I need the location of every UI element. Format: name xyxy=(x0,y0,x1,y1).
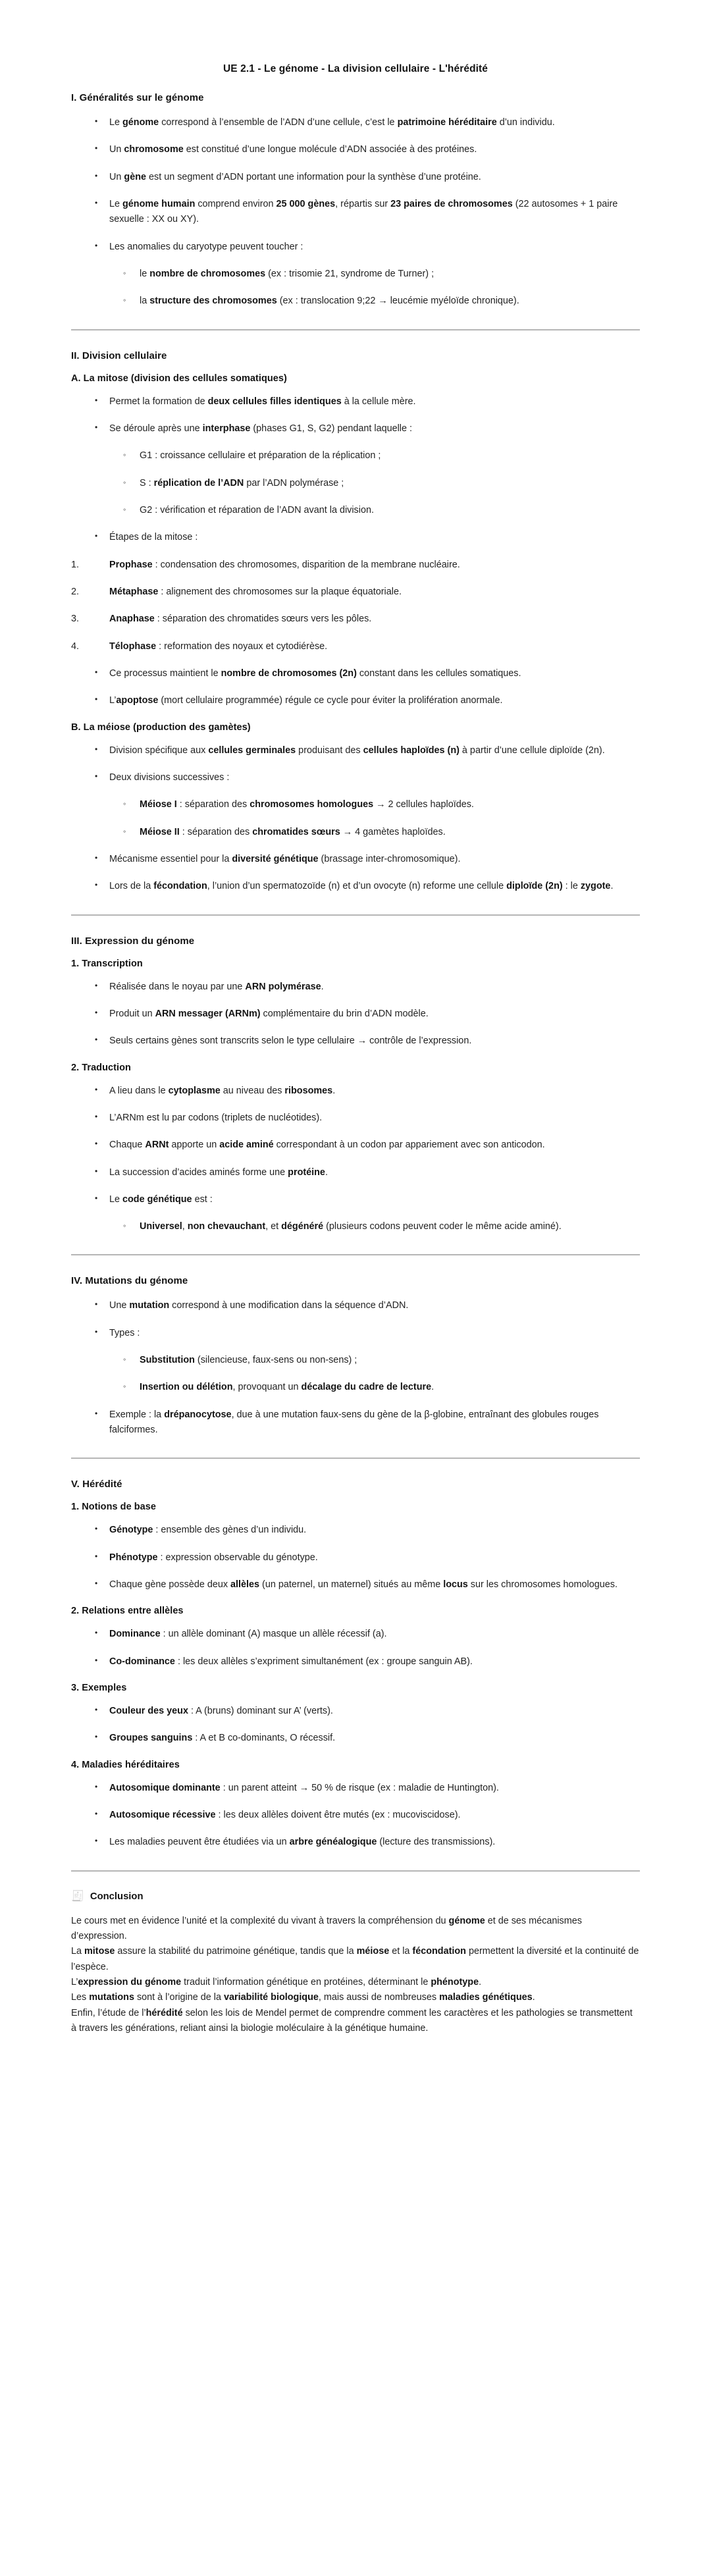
code-genetique-subbullets xyxy=(71,1219,640,1234)
section-heading-i: I. Généralités sur le génome xyxy=(71,92,204,103)
subsection-heading-relations: 2. Relations entre allèles xyxy=(71,1606,184,1617)
list-item: ◦ G1 : croissance cellulaire et préparation de la réplication ; xyxy=(71,448,640,463)
conclusion-paragraph: La mitose assure la stabilité du patrimoine génétique, tandis que la méiose et la fécondation permettent la diversité et la continuité de l’espèce. xyxy=(71,1946,639,1972)
list-item: ◦ Insertion ou délétion, provoquant un décalage du cadre de lecture. xyxy=(71,1380,640,1395)
list-item: • Groupes sanguins : A et B co-dominants, O récessif. xyxy=(71,1731,640,1746)
list-item: ◦ la structure des chromosomes (ex : translocation 9;22 → leucémie myéloïde chronique). xyxy=(71,294,640,309)
list-item: • Les maladies peuvent être étudiées via un arbre généalogique (lecture des transmissions). xyxy=(71,1835,640,1850)
list-item: • Phénotype : expression observable du génotype. xyxy=(71,1550,640,1565)
section-divider xyxy=(71,1870,640,1872)
mutations-bullets xyxy=(71,1298,640,1341)
list-item: • Seuls certains gènes sont transcrits selon le type cellulaire → contrôle de l’expression. xyxy=(71,1034,640,1049)
list-item: • Autosomique récessive : les deux allèles doivent être mutés (ex : mucoviscidose). xyxy=(71,1808,640,1823)
section-divider xyxy=(71,1458,640,1459)
conclusion-paragraph: L’expression du génome traduit l’information génétique en protéines, déterminant le phénotype. xyxy=(71,1977,482,1988)
list-item: • Exemple : la drépanocytose, due à une mutation faux-sens du gène de la β-globine, entraînant des globules rouges falciformes. xyxy=(71,1407,640,1438)
relations-bullets xyxy=(71,1627,640,1669)
list-item: ◦ Méiose II : séparation des chromatides sœurs → 4 gamètes haploïdes. xyxy=(71,825,640,840)
subsection-heading-maladies: 4. Maladies héréditaires xyxy=(71,1759,180,1770)
list-item: • Lors de la fécondation, l’union d’un spermatozoïde (n) et d’un ovocyte (n) reforme une cellule diploïde (2n) : le zygote. xyxy=(71,879,640,894)
conclusion-paragraph: Enfin, l’étude de l’hérédité selon les lois de Mendel permet de comprendre comment les caractères et les pathologies se transmettent à travers les générations, reliant ainsi la biologie moléculaire à la génétique humaine. xyxy=(71,2007,633,2034)
list-item: • Étapes de la mitose : xyxy=(71,530,640,545)
section-heading-iii: III. Expression du génome xyxy=(71,935,195,947)
list-item: Métaphase : alignement des chromosomes sur la plaque équatoriale. xyxy=(109,586,402,597)
section-divider xyxy=(71,329,640,330)
list-item: ◦ Substitution (silencieuse, faux-sens ou non-sens) ; xyxy=(71,1353,640,1368)
transcription-bullets xyxy=(71,980,640,1049)
mutations-example xyxy=(71,1407,640,1438)
list-item: • Se déroule après une interphase (phases G1, S, G2) pendant laquelle : xyxy=(71,421,640,436)
section-divider xyxy=(71,1254,640,1255)
list-item: • Un gène est un segment d’ADN portant une information pour la synthèse d’une protéine. xyxy=(71,170,640,185)
list-item: • Les anomalies du caryotype peuvent toucher : xyxy=(71,240,640,255)
list-item: Prophase : condensation des chromosomes, disparition de la membrane nucléaire. xyxy=(109,559,460,570)
list-item: • Un chromosome est constitué d’une longue molécule d’ADN associée à des protéines. xyxy=(71,142,640,157)
list-item: • Chaque ARNt apporte un acide aminé correspondant à un codon par appariement avec son anticodon. xyxy=(71,1138,640,1153)
meiose-bullets-end xyxy=(71,852,640,895)
list-item: • Autosomique dominante : un parent atteint → 50 % de risque (ex : maladie de Huntington). xyxy=(71,1781,640,1796)
list-item: ◦ le nombre de chromosomes (ex : trisomie 21, syndrome de Turner) ; xyxy=(71,267,640,282)
list-item: • La succession d’acides aminés forme une protéine. xyxy=(71,1165,640,1180)
mitose-bullets-end xyxy=(71,666,640,709)
exemples-bullets xyxy=(71,1704,640,1747)
section-i-subbullets xyxy=(71,267,640,309)
list-item: • A lieu dans le cytoplasme au niveau des ribosomes. xyxy=(71,1084,640,1099)
list-item: ◦ Méiose I : séparation des chromosomes homologues → 2 cellules haploïdes. xyxy=(71,797,640,812)
list-item: ◦ S : réplication de l’ADN par l’ADN polymérase ; xyxy=(71,476,640,491)
section-heading-v: V. Hérédité xyxy=(71,1479,122,1490)
notions-bullets xyxy=(71,1523,640,1592)
list-item: • Division spécifique aux cellules germinales produisant des cellules haploïdes (n) à partir d’une cellule diploïde (2n). xyxy=(71,743,640,758)
section-heading-iv: IV. Mutations du génome xyxy=(71,1275,188,1287)
list-item: • Types : xyxy=(71,1326,640,1341)
list-item: • Dominance : un allèle dominant (A) masque un allèle récessif (a). xyxy=(71,1627,640,1642)
list-item: • Le génome correspond à l’ensemble de l’ADN d’une cellule, c’est le patrimoine héréditaire d’un individu. xyxy=(71,115,640,130)
list-item: • Produit un ARN messager (ARNm) complémentaire du brin d’ADN modèle. xyxy=(71,1007,640,1022)
list-item: • Ce processus maintient le nombre de chromosomes (2n) constant dans les cellules somatiques. xyxy=(71,666,640,681)
list-item: Télophase : reformation des noyaux et cytodiérèse. xyxy=(109,641,328,652)
subsection-heading-ii-b: B. La méiose (production des gamètes) xyxy=(71,722,251,733)
conclusion-paragraph: Les mutations sont à l’origine de la variabilité biologique, mais aussi de nombreuses maladies génétiques. xyxy=(71,1992,535,2003)
meiose-subbullets xyxy=(71,797,640,840)
list-item: • Le génome humain comprend environ 25 000 gènes, répartis sur 23 paires de chromosomes (22 autosomes + 1 paire sexuelle : XX ou XY). xyxy=(71,197,640,228)
subsection-heading-ii-a: A. La mitose (division des cellules somatiques) xyxy=(71,373,287,384)
conclusion-label: Conclusion xyxy=(90,1891,144,1902)
maladies-bullets xyxy=(71,1781,640,1851)
meiose-bullets xyxy=(71,743,640,786)
interphase-subbullets xyxy=(71,448,640,518)
list-item: • L’apoptose (mort cellulaire programmée) régule ce cycle pour éviter la prolifération anormale. xyxy=(71,693,640,708)
list-item: ◦ G2 : vérification et réparation de l’ADN avant la division. xyxy=(71,503,640,518)
mitose-steps xyxy=(71,558,640,654)
list-item: • Permet la formation de deux cellules filles identiques à la cellule mère. xyxy=(71,394,640,409)
section-divider xyxy=(71,914,640,916)
section-i-bullets xyxy=(71,115,640,255)
subsection-heading-notions: 1. Notions de base xyxy=(71,1502,157,1513)
mitose-bullets xyxy=(71,394,640,437)
section-heading-ii: II. Division cellulaire xyxy=(71,350,167,361)
list-item: ◦ Universel, non chevauchant, et dégénéré (plusieurs codons peuvent coder le même acide aminé). xyxy=(71,1219,640,1234)
list-item: • Une mutation correspond à une modification dans la séquence d’ADN. xyxy=(71,1298,640,1313)
etapes-mitose-intro xyxy=(71,530,640,545)
list-item: • Deux divisions successives : xyxy=(71,770,640,785)
list-item: • Le code génétique est : xyxy=(71,1192,640,1207)
mutation-types-subbullets xyxy=(71,1353,640,1396)
conclusion-paragraph: Le cours met en évidence l’unité et la complexité du vivant à travers la compréhension du génome et de ses mécanismes d’expression. xyxy=(71,1915,582,1942)
subsection-heading-traduction: 2. Traduction xyxy=(71,1062,131,1073)
traduction-bullets xyxy=(71,1084,640,1208)
list-item: • Mécanisme essentiel pour la diversité génétique (brassage inter-chromosomique). xyxy=(71,852,640,867)
page-title: UE 2.1 - Le génome - La division cellulaire - L'hérédité xyxy=(223,63,488,74)
list-item: • Réalisée dans le noyau par une ARN polymérase. xyxy=(71,980,640,995)
list-item: Anaphase : séparation des chromatides sœurs vers les pôles. xyxy=(109,614,372,625)
list-item: • L’ARNm est lu par codons (triplets de nucléotides). xyxy=(71,1111,640,1126)
list-item: • Co-dominance : les deux allèles s’expriment simultanément (ex : groupe sanguin AB). xyxy=(71,1654,640,1669)
list-item: • Couleur des yeux : A (bruns) dominant sur A’ (verts). xyxy=(71,1704,640,1719)
subsection-heading-transcription: 1. Transcription xyxy=(71,958,143,969)
list-item: • Chaque gène possède deux allèles (un paternel, un maternel) situés au même locus sur les chromosomes homologues. xyxy=(71,1577,640,1592)
receipt-icon: 🧾 xyxy=(71,1890,84,1902)
conclusion-heading xyxy=(71,1891,640,1902)
list-item: • Génotype : ensemble des gènes d’un individu. xyxy=(71,1523,640,1538)
subsection-heading-exemples: 3. Exemples xyxy=(71,1683,127,1694)
